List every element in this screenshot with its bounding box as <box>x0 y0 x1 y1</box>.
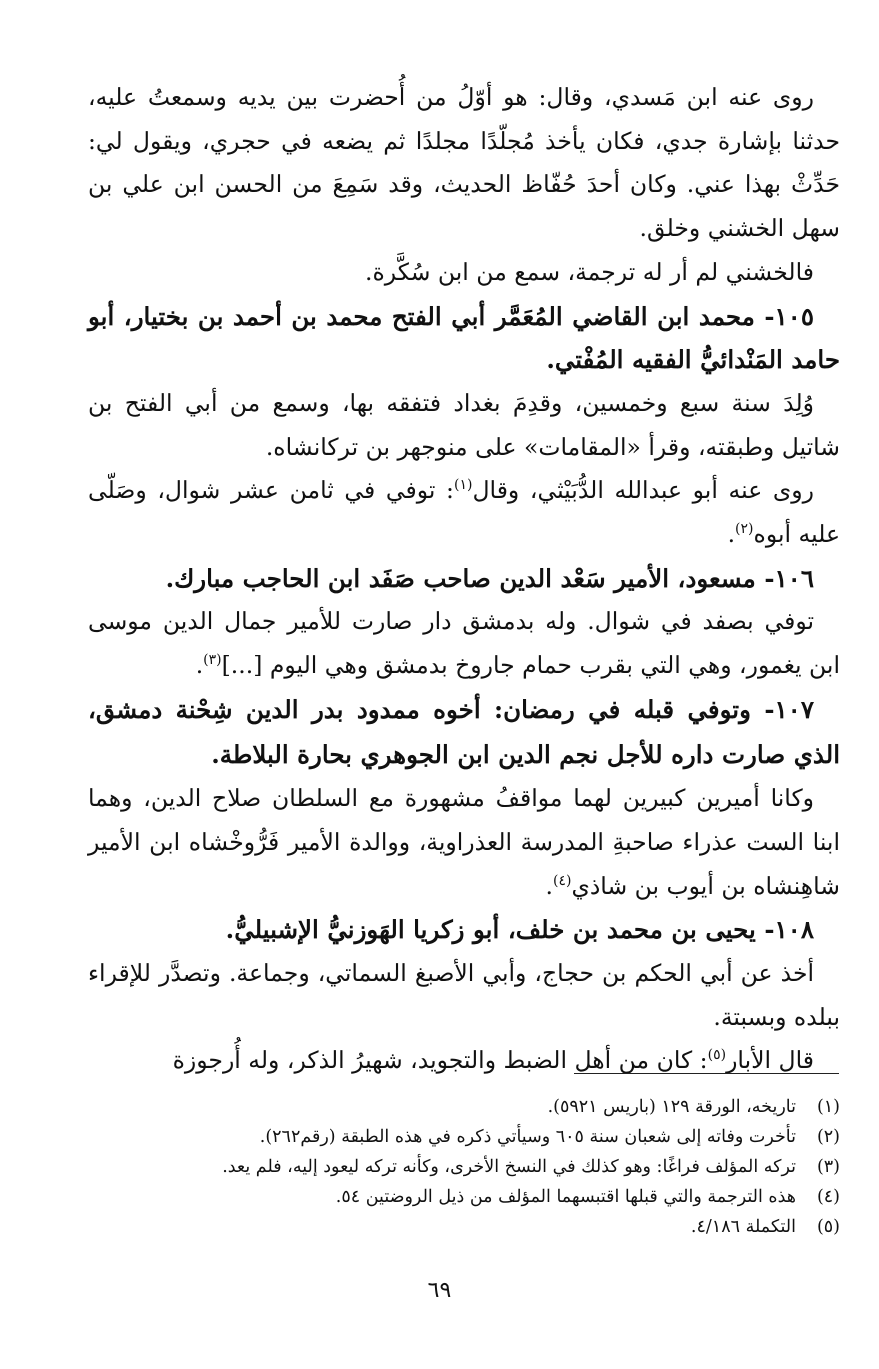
entry-heading-105: ١٠٥- محمد ابن القاضي المُعَمَّر أبي الفتح محمد بن أحمد بن بختيار، أبو حامد المَنْدائيُّ الفقيه المُفْتي. <box>88 301 840 375</box>
footnote <box>200 1152 840 1182</box>
paragraph: وُلِدَ سنة سبع وخمسين، وقدِمَ بغداد فتفقه بها، وسمع من أبي الفتح بن شاتيل وطبقته، وقرأ «المقامات» على منوجهر بن تركانشاه. <box>88 388 840 461</box>
entry-name: أخوه ممدود بدر الدين شِحْنة دمشق، الذي صارت داره للأجل نجم الدين ابن الجوهري بحارة البلاطة. <box>88 694 840 769</box>
text-segment: توفي بصفد في شوال. وله بدمشق دار صارت للأمير جمال الدين موسى ابن يغمور، وهي التي بقرب حمام جاروخ بدمشق وهي اليوم [...] <box>88 607 840 680</box>
text-segment: : كان من أهل الضبط والتجويد، شهيرُ الذكر، وله أُرجوزة <box>172 1046 708 1075</box>
footnotes <box>200 1092 840 1242</box>
entry-heading-106: ١٠٦- مسعود، الأمير سَعْد الدين صاحب صَفَد ابن الحاجب مبارك. <box>165 563 814 593</box>
text-segment: وكانا أميرين كبيرين لهما مواقفُ مشهورة مع السلطان صلاح الدين، وهما ابنا الست عذراء صاحبةِ المدرسة العذراوية، ووالدة الأمير فَرُّوخْشاه ابن الأمير شاهِنشاه بن أيوب بن شاذي <box>88 784 840 900</box>
text-segment: . <box>727 520 736 549</box>
text-segment: قال الأبار <box>726 1046 814 1075</box>
paragraph <box>88 600 840 687</box>
text-segment: . <box>195 651 204 680</box>
footnote-text: هذه الترجمة والتي قبلها اقتبسهما المؤلف من ذيل الروضتين ٥٤. <box>335 1187 796 1207</box>
footnote-ref: (٤) <box>552 872 572 889</box>
footnote-ref: (١) <box>453 477 473 494</box>
text-segment: : توفي في ثامن عشر شوال، وصَلّى عليه أبوه <box>88 476 840 549</box>
page-number: ٦٩ <box>427 1278 452 1303</box>
footnote-text: تأخرت وفاته إلى شعبان سنة ٦٠٥ وسيأتي ذكره في هذه الطبقة (رقم٢٦٢). <box>259 1127 796 1147</box>
footnote <box>200 1092 840 1122</box>
footnote <box>200 1122 840 1152</box>
footnote-number: (٤) <box>816 1187 840 1207</box>
entry-heading-108: ١٠٨- يحيى بن محمد بن خلف، أبو زكريا الهَوزنيُّ الإشبيليُّ. <box>225 915 814 945</box>
footnote-ref: (٥) <box>707 1047 727 1064</box>
paragraph <box>88 1039 840 1083</box>
main-text <box>88 76 840 1083</box>
paragraph <box>88 777 840 908</box>
text-segment: . <box>545 871 553 900</box>
footnote-text: التكملة ٤/١٨٦. <box>690 1217 796 1237</box>
entry-heading-107 <box>88 688 840 777</box>
footnote-ref: (٢) <box>735 521 754 538</box>
footnote-ref: (٣) <box>203 652 222 669</box>
footnote-number: (٣) <box>816 1157 840 1177</box>
footnote-text: تاريخه، الورقة ١٢٩ (باريس ٥٩٢١). <box>547 1097 796 1117</box>
footnote <box>200 1212 840 1242</box>
footnote-text: تركه المؤلف فراغًا: وهو كذلك في النسخ الأخرى، وكأنه تركه ليعود إليه، فلم يعد. <box>222 1157 796 1177</box>
paragraph: أخذ عن أبي الحكم بن حجاج، وأبي الأصبغ السماتي، وجماعة. وتصدَّر للإقراء ببلده وبسبتة. <box>88 959 840 1031</box>
footnote-divider <box>574 1073 839 1074</box>
entry-number: ١٠٧- وتوفي قبله في رمضان: <box>480 694 814 724</box>
footnote-number: (٥) <box>816 1217 840 1237</box>
footnote-number: (٢) <box>816 1127 840 1147</box>
paragraph: فالخشني لم أر له ترجمة، سمع من ابن سُكَّرة. <box>364 257 814 286</box>
text-segment: روى عنه أبو عبدالله الدُّبَيْثي، وقال <box>472 476 814 505</box>
footnote-number: (١) <box>816 1097 840 1117</box>
paragraph <box>88 469 840 556</box>
footnote <box>200 1182 840 1212</box>
paragraph: روى عنه ابن مَسدي، وقال: هو أوّلُ من أُحضرت بين يديه وسمعتُ عليه، حدثنا بإشارة جدي، فكان يأخذ مُجلّدًا مجلدًا ثم يضعه في حجري، ويقول لي: حَدِّثْ بهذا عني. وكان أحدَ حُفّاظ الحديث، وقد سَمِعَ من الحسن ابن علي بن سهل الخشني وخلق. <box>88 83 840 243</box>
